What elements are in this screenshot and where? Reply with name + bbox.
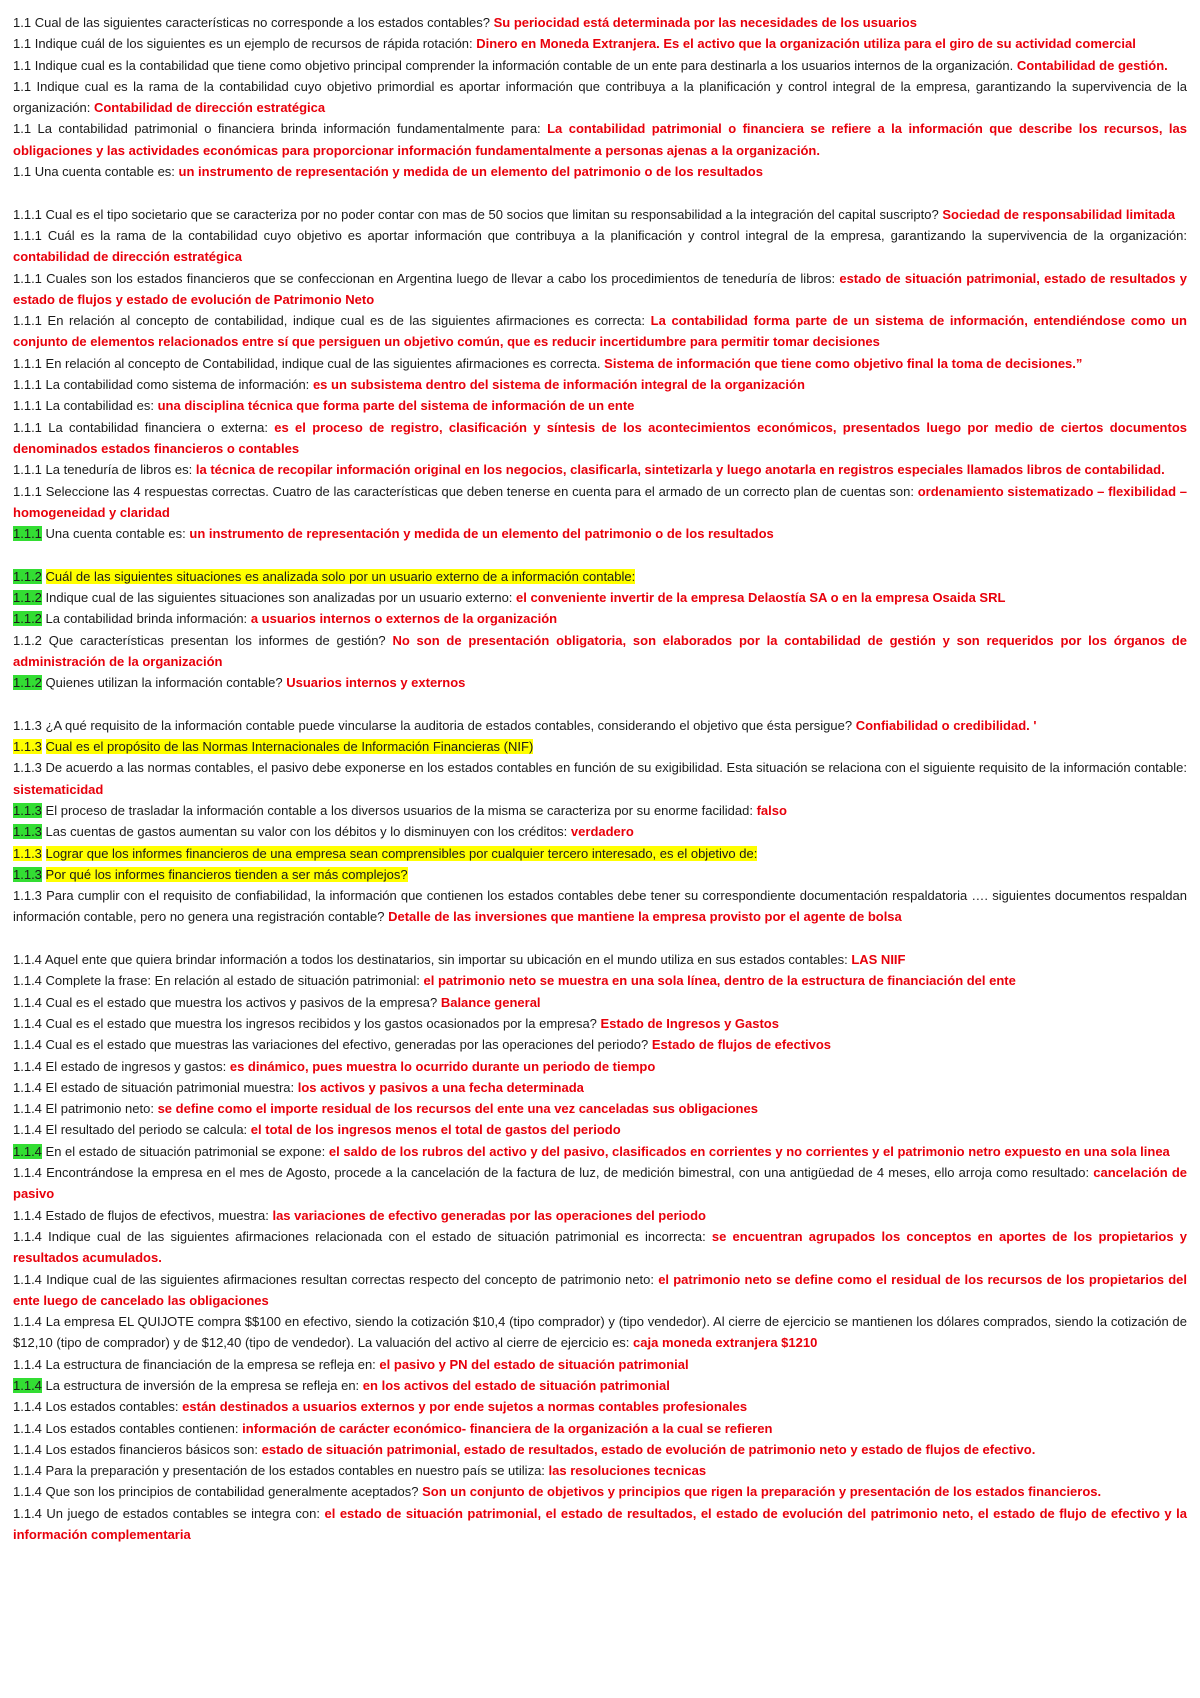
- question-code: 1.1.2: [13, 632, 42, 648]
- answer-text: el total de los ingresos menos el total de gastos del periodo: [250, 1122, 621, 1138]
- question-text: Cual es el propósito de las Normas Internacionales de Información Financieras (NIF): [45, 739, 534, 755]
- document-body: [13, 12, 1187, 1545]
- question-code: 1.1.4: [13, 1015, 42, 1031]
- question-code: 1.1.3: [13, 866, 42, 882]
- question-code: 1.1.4: [13, 1271, 42, 1287]
- question-code: 1.1.1: [13, 206, 42, 222]
- qa-entry: [13, 1311, 1187, 1354]
- question-text: Indique cual de las siguientes afirmaciones resultan correctas respecto del concepto de patrimonio neto:: [46, 1271, 654, 1287]
- qa-entry: [13, 1226, 1187, 1269]
- question-text: Para cumplir con el requisito de confiabilidad, la información que contienen los estados contables debe tener su correspondiente documentación respaldatoria …. siguientes documentos respaldan información contable, pero no genera una registración contable?: [13, 888, 1187, 925]
- question-text: La contabilidad es:: [45, 398, 154, 414]
- question-code: 1.1.3: [13, 717, 42, 733]
- qa-entry: [13, 757, 1187, 800]
- question-code: 1.1.4: [13, 1484, 42, 1500]
- question-text: La teneduría de libros es:: [45, 462, 193, 478]
- question-text: En relación al concepto de contabilidad, indique cual es de las siguientes afirmaciones es correcta:: [47, 313, 646, 329]
- qa-entry: [13, 204, 1187, 225]
- qa-entry: [13, 374, 1187, 395]
- qa-entry: [13, 843, 1187, 864]
- answer-text: Contabilidad de dirección estratégica: [93, 100, 326, 116]
- answer-text: La contabilidad patrimonial o financiera se refiere a la información que describe los recursos, las obligaciones y las actividades económicas para proporcionar información fundamentalmente a personas ajenas a la organización.: [13, 121, 1187, 158]
- question-text: La estructura de financiación de la empresa se refleja en:: [45, 1356, 376, 1372]
- answer-text: las resoluciones tecnicas: [548, 1463, 707, 1479]
- question-code: 1.1.1: [13, 526, 42, 542]
- question-text: Una cuenta contable es:: [45, 526, 186, 542]
- question-code: 1.1.2: [13, 611, 42, 627]
- qa-entry: [13, 55, 1187, 76]
- answer-text: el estado de situación patrimonial, el estado de resultados, el estado de evolución del patrimonio neto, el estado de flujo de efectivo y la información complementaria: [13, 1505, 1187, 1543]
- question-text: Cual de las siguientes características no corresponde a los estados contables?: [34, 15, 490, 30]
- question-text: Cuál es la rama de la contabilidad cuyo objetivo es aportar información que contribuya a la planificación y control integral de la empresa, garantizando la supervivencia de la organización:: [47, 227, 1187, 243]
- question-code: 1.1: [13, 78, 32, 94]
- question-text: La contabilidad brinda información:: [45, 611, 248, 627]
- question-code: 1.1.1: [13, 270, 42, 286]
- answer-text: están destinados a usuarios externos y por ende sujetos a normas contables profesionales: [182, 1399, 748, 1415]
- answer-text: ordenamiento sistematizado – flexibilidad – homogeneidad y claridad: [13, 483, 1187, 520]
- answer-text: No son de presentación obligatoria, son elaborados por la contabilidad de gestión y son requeridos por los órganos de administración de la organización: [13, 632, 1187, 669]
- answer-text: el conveniente invertir de la empresa Delaostía SA o en la empresa Osaida SRL: [516, 590, 1006, 606]
- question-code: 1.1.4: [13, 1356, 42, 1372]
- qa-entry: [13, 1503, 1187, 1546]
- question-code: 1.1.4: [13, 1314, 42, 1330]
- answer-text: LAS NIIF: [851, 952, 906, 968]
- answer-text: sistematicidad: [13, 781, 104, 797]
- question-code: 1.1.4: [13, 1079, 42, 1095]
- question-text: Seleccione las 4 respuestas correctas. Cuatro de las características que deben tenerse en cuenta para el armado de un correcto plan de cuentas son:: [45, 483, 914, 499]
- qa-entry: [13, 1439, 1187, 1460]
- question-text: Indique cual de las siguientes afirmaciones relacionada con el estado de situación patrimonial es incorrecta:: [48, 1228, 706, 1244]
- answer-text: estado de situación patrimonial, estado de resultados y estado de flujos y estado de evolución de Patrimonio Neto: [13, 270, 1187, 307]
- qa-entry: [13, 1119, 1187, 1140]
- question-code: 1.1.1: [13, 398, 42, 414]
- question-text: La estructura de inversión de la empresa se refleja en:: [45, 1378, 360, 1393]
- question-code: 1.1.4: [13, 994, 42, 1010]
- qa-entry: [13, 1396, 1187, 1417]
- question-code: 1.1.4: [13, 1399, 42, 1415]
- question-text: Cual es el tipo societario que se caracteriza por no poder contar con mas de 50 socios que limitan su responsabilidad a la integración del capital suscripto?: [45, 206, 939, 222]
- question-code: 1.1.1: [13, 377, 42, 393]
- question-code: 1.1.4: [13, 1101, 42, 1117]
- question-code: 1.1: [13, 121, 32, 137]
- qa-entry: [13, 118, 1187, 161]
- answer-text: es un subsistema dentro del sistema de información integral de la organización: [312, 377, 805, 393]
- question-text: El proceso de trasladar la información contable a los diversos usuarios de la misma se caracteriza por su enorme facilidad:: [45, 802, 753, 818]
- qa-entry: [13, 481, 1187, 524]
- question-text: El estado de situación patrimonial muestra:: [45, 1079, 295, 1095]
- answer-text: Estado de flujos de efectivos: [651, 1037, 832, 1053]
- question-text: La empresa EL QUIJOTE compra $$100 en efectivo, siendo la cotización $10,4 (tipo comprador) y (tipo vendedor). Al cierre de ejercicio se mantienen los dólares comprados, siendo la cotización de $12,10 (tipo de comprador) y de $12,40 (tipo de vendedor). La valuación del activo al cierre de ejercicio es:: [13, 1314, 1187, 1351]
- qa-entry: [13, 864, 1187, 885]
- question-code: 1.1.1: [13, 483, 42, 499]
- question-text: El patrimonio neto:: [45, 1101, 154, 1117]
- question-text: Por qué los informes financieros tienden a ser más complejos?: [45, 866, 408, 882]
- question-text: Aquel ente que quiera brindar información a todos los destinatarios, sin importar su ubicación en el mundo utiliza en sus estados contables:: [44, 952, 848, 968]
- qa-entry: [13, 736, 1187, 757]
- qa-entry: [13, 1013, 1187, 1034]
- question-code: 1.1.1: [13, 419, 42, 435]
- question-code: 1.1.4: [13, 1143, 42, 1159]
- question-code: 1.1.3: [13, 739, 42, 755]
- question-text: Indique cuál de los siguientes es un ejemplo de recursos de rápida rotación:: [34, 36, 473, 52]
- qa-entry: [13, 1141, 1187, 1162]
- question-code: 1.1.4: [13, 1378, 42, 1393]
- question-text: Indique cual es la contabilidad que tiene como objetivo principal comprender la información contable de un ente para destinarla a los usuarios internos de la organización.: [34, 57, 1014, 73]
- question-text: El resultado del periodo se calcula:: [45, 1122, 248, 1138]
- question-code: 1.1.2: [13, 675, 42, 691]
- question-text: Para la preparación y presentación de los estados contables en nuestro país se utiliza:: [45, 1463, 545, 1479]
- answer-text: el patrimonio neto se muestra en una sola línea, dentro de la estructura de financiación del ente: [423, 973, 1016, 989]
- question-code: 1.1.1: [13, 227, 42, 243]
- question-code: 1.1.4: [13, 1037, 42, 1053]
- qa-entry: [13, 395, 1187, 416]
- question-text: Los estados contables:: [45, 1399, 179, 1415]
- question-text: Encontrándose la empresa en el mes de Agosto, procede a la cancelación de la factura de luz, de medición bimestral, con una antigüedad de 4 meses, ello arroja como resultado:: [46, 1165, 1090, 1181]
- question-code: 1.1.4: [13, 1441, 42, 1457]
- qa-entry: [13, 225, 1187, 268]
- qa-entry: [13, 417, 1187, 460]
- answer-text: se define como el importe residual de los recursos del ente una vez canceladas sus obligaciones: [157, 1101, 758, 1117]
- answer-text: cancelación de pasivo: [13, 1165, 1187, 1202]
- question-text: De acuerdo a las normas contables, el pasivo debe exponerse en los estados contables en función de su exigibilidad. Esta situación se relaciona con el siguiente requisito de la información contable:: [45, 760, 1187, 776]
- answer-text: es el proceso de registro, clasificación y síntesis de los acontecimientos económicos, presentados luego por medio de ciertos documentos denominados estados financieros o contables: [13, 419, 1187, 456]
- qa-entry: [13, 1077, 1187, 1098]
- qa-entry: [13, 800, 1187, 821]
- qa-entry: [13, 12, 1187, 33]
- question-code: 1.1.4: [13, 1165, 42, 1181]
- qa-entry: [13, 1418, 1187, 1439]
- answer-text: se encuentran agrupados los conceptos en aportes de los propietarios y resultados acumulados.: [13, 1228, 1187, 1266]
- qa-entry: [13, 715, 1187, 736]
- answer-text: Detalle de las inversiones que mantiene la empresa provisto por el agente de bolsa: [388, 909, 902, 925]
- question-text: Que son los principios de contabilidad generalmente aceptados?: [45, 1484, 419, 1500]
- answer-text: las variaciones de efectivo generadas por las operaciones del periodo: [272, 1207, 706, 1223]
- answer-text: Son un conjunto de objetivos y principios que rigen la preparación y presentación de los estados financieros.: [422, 1484, 1102, 1500]
- answer-text: el patrimonio neto se define como el residual de los recursos de los propietarios del ente luego de cancelado las obligaciones: [13, 1271, 1187, 1308]
- answer-text: Sociedad de responsabilidad limitada: [942, 206, 1175, 222]
- question-text: Cual es el estado que muestra los ingresos recibidos y los gastos ocasionados por la empresa?: [45, 1015, 597, 1031]
- qa-entry: [13, 353, 1187, 374]
- question-code: 1.1.4: [13, 1058, 42, 1074]
- question-text: Cuales son los estados financieros que se confeccionan en Argentina luego de llevar a cabo los procedimientos de teneduría de libros:: [46, 270, 836, 286]
- answer-text: estado de situación patrimonial, estado de resultados, estado de evolución de patrimonio neto y estado de flujos de efectivo.: [261, 1441, 1036, 1457]
- question-code: 1.1.4: [13, 1420, 42, 1436]
- qa-entry: [13, 630, 1187, 673]
- question-code: 1.1.2: [13, 590, 42, 606]
- qa-entry: [13, 1034, 1187, 1055]
- qa-entry: [13, 1056, 1187, 1077]
- answer-text: Usuarios internos y externos: [286, 675, 466, 691]
- qa-entry: [13, 566, 1187, 587]
- qa-entry: [13, 885, 1187, 928]
- qa-entry: [13, 672, 1187, 693]
- answer-text: es dinámico, pues muestra lo ocurrido durante un periodo de tiempo: [229, 1058, 656, 1074]
- question-text: Los estados contables contienen:: [45, 1420, 239, 1436]
- question-text: Indique cual de las siguientes situaciones son analizadas por un usuario externo:: [45, 590, 513, 606]
- question-text: Cuál de las siguientes situaciones es analizada solo por un usuario externo de a información contable:: [45, 568, 636, 584]
- section-gap: [13, 544, 1187, 565]
- question-text: Lograr que los informes financieros de una empresa sean comprensibles por cualquier tercero interesado, es el objetivo de:: [45, 845, 758, 861]
- question-code: 1.1: [13, 164, 32, 180]
- qa-entry: [13, 992, 1187, 1013]
- qa-entry: [13, 1375, 1187, 1396]
- answer-text: Sistema de información que tiene como objetivo final la toma de decisiones.”: [604, 355, 1083, 371]
- question-text: En relación al concepto de Contabilidad, indique cual de las siguientes afirmaciones es correcta.: [45, 355, 601, 371]
- answer-text: Dinero en Moneda Extranjera. Es el activo que la organización utiliza para el giro de su actividad comercial: [476, 36, 1136, 52]
- question-code: 1.1.3: [13, 845, 42, 861]
- question-text: Complete la frase: En relación al estado de situación patrimonial:: [45, 973, 420, 989]
- question-text: La contabilidad financiera o externa:: [48, 419, 268, 435]
- question-code: 1.1.2: [13, 568, 42, 584]
- question-text: La contabilidad patrimonial o financiera brinda información fundamentalmente para:: [37, 121, 541, 137]
- question-code: 1.1.4: [13, 1207, 42, 1223]
- question-code: 1.1.4: [13, 1228, 42, 1244]
- question-code: 1.1.3: [13, 824, 42, 840]
- question-code: 1.1.4: [13, 973, 42, 989]
- question-text: Cual es el estado que muestra los activos y pasivos de la empresa?: [45, 994, 438, 1010]
- question-code: 1.1.3: [13, 888, 42, 904]
- question-text: La contabilidad como sistema de información:: [45, 377, 310, 393]
- answer-text: falso: [756, 802, 787, 818]
- answer-text: los activos y pasivos a una fecha determinada: [297, 1079, 584, 1095]
- question-code: 1.1.1: [13, 313, 42, 329]
- qa-entry: [13, 1098, 1187, 1119]
- section-gap: [13, 182, 1187, 203]
- qa-entry: [13, 161, 1187, 182]
- answer-text: Estado de Ingresos y Gastos: [600, 1015, 779, 1031]
- question-text: ¿A qué requisito de la información contable puede vincularse la auditoria de estados contables, considerando el objetivo que ésta persigue?: [45, 717, 853, 733]
- answer-text: el pasivo y PN del estado de situación patrimonial: [379, 1356, 689, 1372]
- answer-text: Su periocidad está determinada por las necesidades de los usuarios: [493, 15, 917, 30]
- question-code: 1.1: [13, 57, 32, 73]
- question-text: Estado de flujos de efectivos, muestra:: [45, 1207, 269, 1223]
- question-text: En el estado de situación patrimonial se expone:: [45, 1143, 326, 1159]
- qa-entry: [13, 76, 1187, 119]
- question-code: 1.1.1: [13, 462, 42, 478]
- qa-entry: [13, 1162, 1187, 1205]
- question-text: Quienes utilizan la información contable?: [45, 675, 283, 691]
- question-text: Las cuentas de gastos aumentan su valor con los débitos y lo disminuyen con los créditos:: [45, 824, 568, 840]
- question-code: 1.1.3: [13, 760, 42, 776]
- answer-text: contabilidad de dirección estratégica: [13, 249, 243, 265]
- qa-entry: [13, 459, 1187, 480]
- qa-entry: [13, 310, 1187, 353]
- qa-entry: [13, 949, 1187, 970]
- question-text: Cual es el estado que muestras las variaciones del efectivo, generadas por las operaciones del periodo?: [45, 1037, 649, 1053]
- section-gap: [13, 928, 1187, 949]
- question-code: 1.1.4: [13, 1122, 42, 1138]
- qa-entry: [13, 523, 1187, 544]
- question-text: Que características presentan los informes de gestión?: [48, 632, 386, 648]
- qa-entry: [13, 608, 1187, 629]
- question-code: 1.1.4: [13, 1505, 42, 1521]
- answer-text: caja moneda extranjera $1210: [633, 1335, 818, 1351]
- qa-entry: [13, 33, 1187, 54]
- answer-text: La contabilidad forma parte de un sistema de información, entendiéndose como un conjunto de elementos relacionados entre sí que persiguen un objetivo común, que es reducir incertidumbre para permitir tomar decisiones: [13, 313, 1187, 350]
- question-code: 1.1.4: [13, 1463, 42, 1479]
- answer-text: Contabilidad de gestión.: [1016, 57, 1168, 73]
- question-code: 1.1.1: [13, 355, 42, 371]
- question-text: Indique cual es la rama de la contabilidad cuyo objetivo primordial es aportar información que contribuya a la planificación y control integral de la empresa, garantizando la supervivencia de la organización:: [13, 78, 1187, 116]
- qa-entry: [13, 1481, 1187, 1502]
- qa-entry: [13, 970, 1187, 991]
- answer-text: en los activos del estado de situación patrimonial: [362, 1378, 670, 1393]
- qa-entry: [13, 1460, 1187, 1481]
- qa-entry: [13, 821, 1187, 842]
- question-text: Una cuenta contable es:: [34, 164, 175, 180]
- answer-text: un instrumento de representación y medida de un elemento del patrimonio o de los resultados: [189, 526, 774, 542]
- question-code: 1.1.3: [13, 802, 42, 818]
- answer-text: un instrumento de representación y medida de un elemento del patrimonio o de los resultados: [178, 164, 763, 180]
- question-text: Un juego de estados contables se integra con:: [46, 1505, 320, 1521]
- section-gap: [13, 694, 1187, 715]
- question-code: 1.1: [13, 36, 32, 52]
- answer-text: Balance general: [440, 994, 541, 1010]
- qa-entry: [13, 587, 1187, 608]
- answer-text: a usuarios internos o externos de la organización: [250, 611, 558, 627]
- qa-entry: [13, 1269, 1187, 1312]
- answer-text: información de carácter económico- financiera de la organización a la cual se refieren: [242, 1420, 773, 1436]
- qa-entry: [13, 268, 1187, 311]
- qa-entry: [13, 1205, 1187, 1226]
- question-code: 1.1: [13, 15, 32, 30]
- question-code: 1.1.4: [13, 952, 42, 968]
- answer-text: una disciplina técnica que forma parte del sistema de información de un ente: [157, 398, 635, 414]
- answer-text: verdadero: [570, 824, 634, 840]
- answer-text: la técnica de recopilar información original en los negocios, clasificarla, sintetizarla y luego anotarla en registros especiales llamados libros de contabilidad.: [195, 462, 1165, 478]
- qa-entry: [13, 1354, 1187, 1375]
- question-text: Los estados financieros básicos son:: [45, 1441, 259, 1457]
- question-text: El estado de ingresos y gastos:: [45, 1058, 227, 1074]
- answer-text: Confiabilidad o credibilidad. ': [855, 717, 1037, 733]
- answer-text: el saldo de los rubros del activo y del pasivo, clasificados en corrientes y no corrientes y el patrimonio netro expuesto en una sola linea: [328, 1143, 1170, 1159]
